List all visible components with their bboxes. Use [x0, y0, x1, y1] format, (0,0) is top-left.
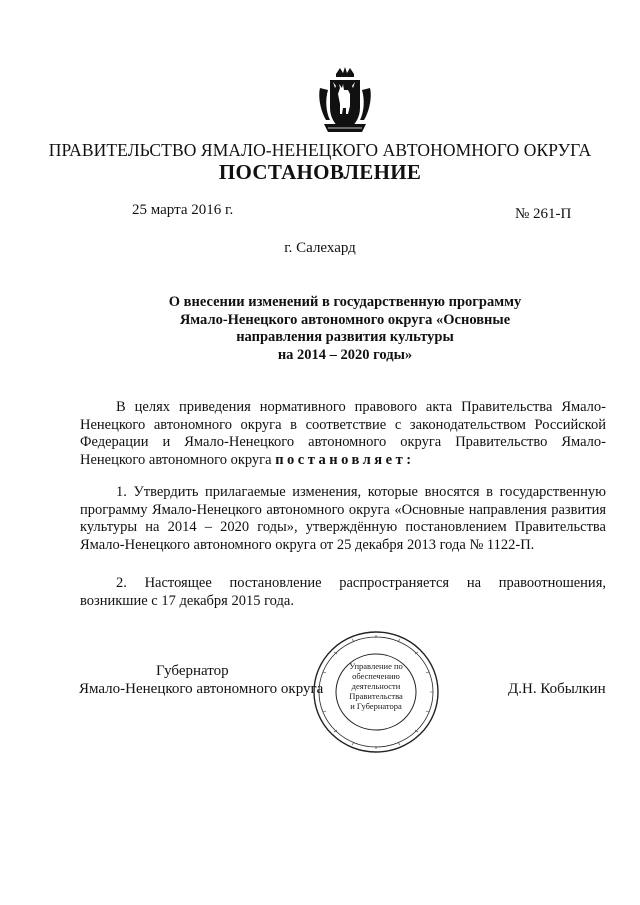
- stamp-line: деятельности: [351, 681, 401, 691]
- preamble-paragraph: [80, 399, 606, 469]
- resolve-word: постановляет:: [275, 451, 415, 468]
- signatory-title-line2: Ямало-Ненецкого автономного округа: [79, 681, 324, 697]
- document-type-title: ПОСТАНОВЛЕНИЕ: [218, 160, 422, 184]
- preamble-text: В целях приведения нормативного правового акта Правительства Ямало-Ненецкого автономного округа в соответствие с законодательством Российской Федерации и Ямало-Ненецкого автономного округа Правительство Ямало-Ненецкого автономного округа: [80, 399, 606, 468]
- document-subject: [140, 294, 550, 364]
- item-2-paragraph: 2. Настоящее постановление распространяется на правоотношения, возникшие с 17 декабря 2015 года.: [80, 575, 606, 609]
- government-title: ПРАВИТЕЛЬСТВО ЯМАЛО-НЕНЕЦКОГО АВТОНОМНОГО ОКРУГА: [48, 140, 592, 160]
- stamp-line: Управление по: [349, 661, 403, 671]
- stamp-line: и Губернатора: [350, 701, 402, 711]
- subject-line: О внесении изменений в государственную программу: [168, 294, 522, 310]
- stamp-text: [341, 661, 411, 711]
- document-city: г. Салехард: [284, 240, 356, 256]
- stamp-line: обеспечению: [352, 671, 400, 681]
- subject-line: Ямало-Ненецкого автономного округа «Основные: [179, 311, 511, 328]
- item-1-paragraph: 1. Утвердить прилагаемые изменения, которые вносятся в государственную программу Ямало-Ненецкого автономного округа «Основные направления развития культуры на 2014 – 2020 годы», утверждённую постановлением Правительства Ямало-Ненецкого автономного округа от 25 декабря 2013 года № 1122-П.: [80, 484, 606, 553]
- document-date: 25 марта 2016 г.: [132, 202, 234, 218]
- stamp-line: Правительства: [349, 691, 403, 701]
- document-number: № 261-П: [515, 206, 572, 222]
- coat-of-arms-emblem: [316, 66, 374, 138]
- subject-line: направления развития культуры: [236, 329, 454, 345]
- subject-line: на 2014 – 2020 годы»: [277, 346, 413, 363]
- signatory-title-line1: Губернатор: [156, 663, 229, 679]
- signatory-name: Д.Н. Кобылкин: [508, 681, 606, 697]
